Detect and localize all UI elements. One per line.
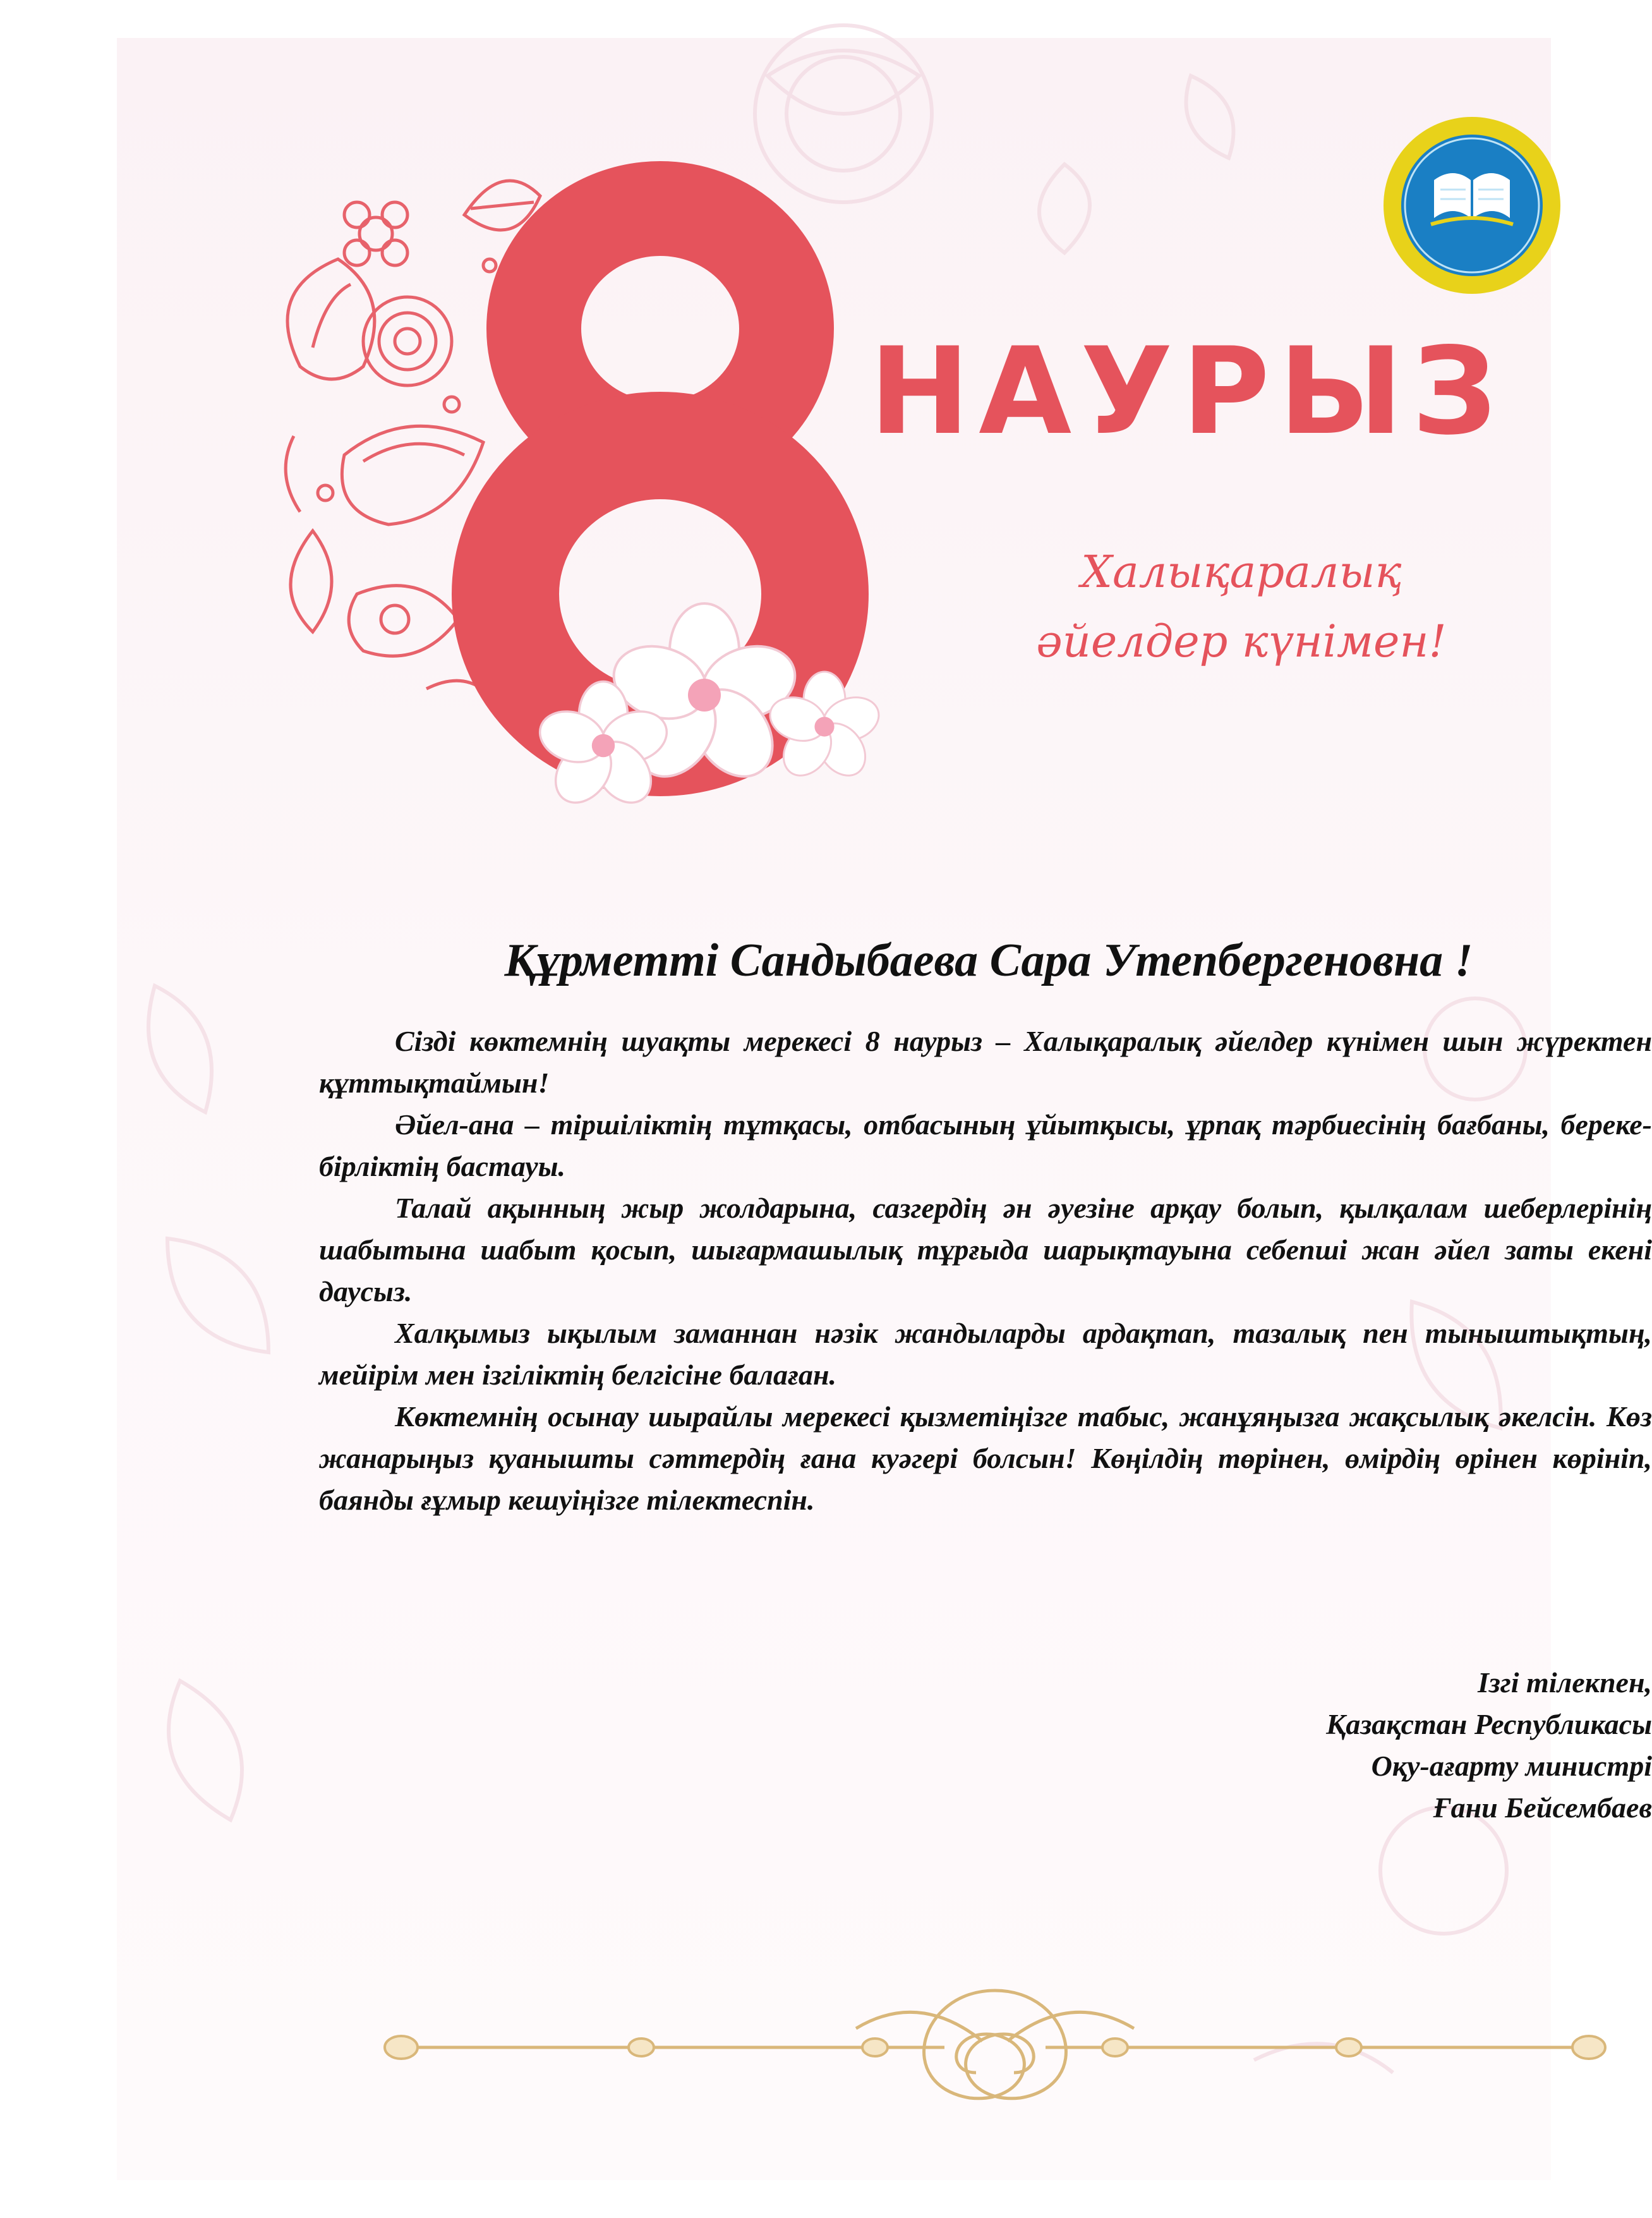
headline-subtitle	[957, 537, 1526, 676]
gold-ornament-divider-icon	[376, 1965, 1614, 2111]
headline-title: НАУРЫЗ	[869, 322, 1506, 461]
letter-body	[319, 1021, 1652, 1521]
signature-country: Қазақстан Республикасы	[1326, 1708, 1652, 1740]
letter-paragraph: Талай ақынның жыр жолдарына, сазгердің ән әуезіне арқау болып, қылқалам шеберлерінің шабытына шабыт қосып, шығармашылық тұрғыда шарықтауына себепші жан әйел заты екені даусыз.	[319, 1192, 1652, 1307]
greeting-card	[117, 38, 1652, 2180]
signature-position: Оқу-ағарту министрі	[1371, 1750, 1652, 1782]
letter-paragraph: Халқымыз ықылым заманнан нәзік жандыларды ардақтап, тазалық пен тыныштықтың, мейірім мен ізгіліктің белгісіне балаған.	[319, 1317, 1652, 1391]
subtitle-line-1: Халықаралық	[1081, 546, 1402, 598]
signature-block	[1001, 1662, 1652, 1829]
eight-march-graphic	[199, 139, 957, 834]
subtitle-line-2: әйелдер күнімен!	[1036, 615, 1447, 667]
letter-paragraph: Сізді көктемнің шуақты мерекесі 8 наурыз – Халықаралық әйелдер күнімен шын жүректен құттықтаймын!	[319, 1025, 1652, 1099]
letter-paragraph: Көктемнің осынау шырайлы мерекесі қызметіңізге табыс, жанұяңызға жақсылық әкелсін. Көз жанарыңыз қуанышты сәттердің ғана куәгері болсын! Көңілдің төрінен, өмірдің өрінен көрініп, баянды ғұмыр кешуіңізге тілектеспін.	[319, 1400, 1652, 1516]
ministry-emblem-icon	[1380, 114, 1564, 297]
signature-greeting: Ізгі тілекпен,	[1477, 1666, 1652, 1699]
letter-salutation: Құрметті Сандыбаева Сара Утепбергеновна !	[504, 935, 1473, 986]
signature-name: Ғани Бейсембаев	[1433, 1791, 1652, 1824]
letter-paragraph: Әйел-ана – тіршіліктің тұтқасы, отбасының ұйытқысы, ұрпақ тәрбиесінің бағбаны, береке-бірліктің бастауы.	[319, 1108, 1652, 1182]
